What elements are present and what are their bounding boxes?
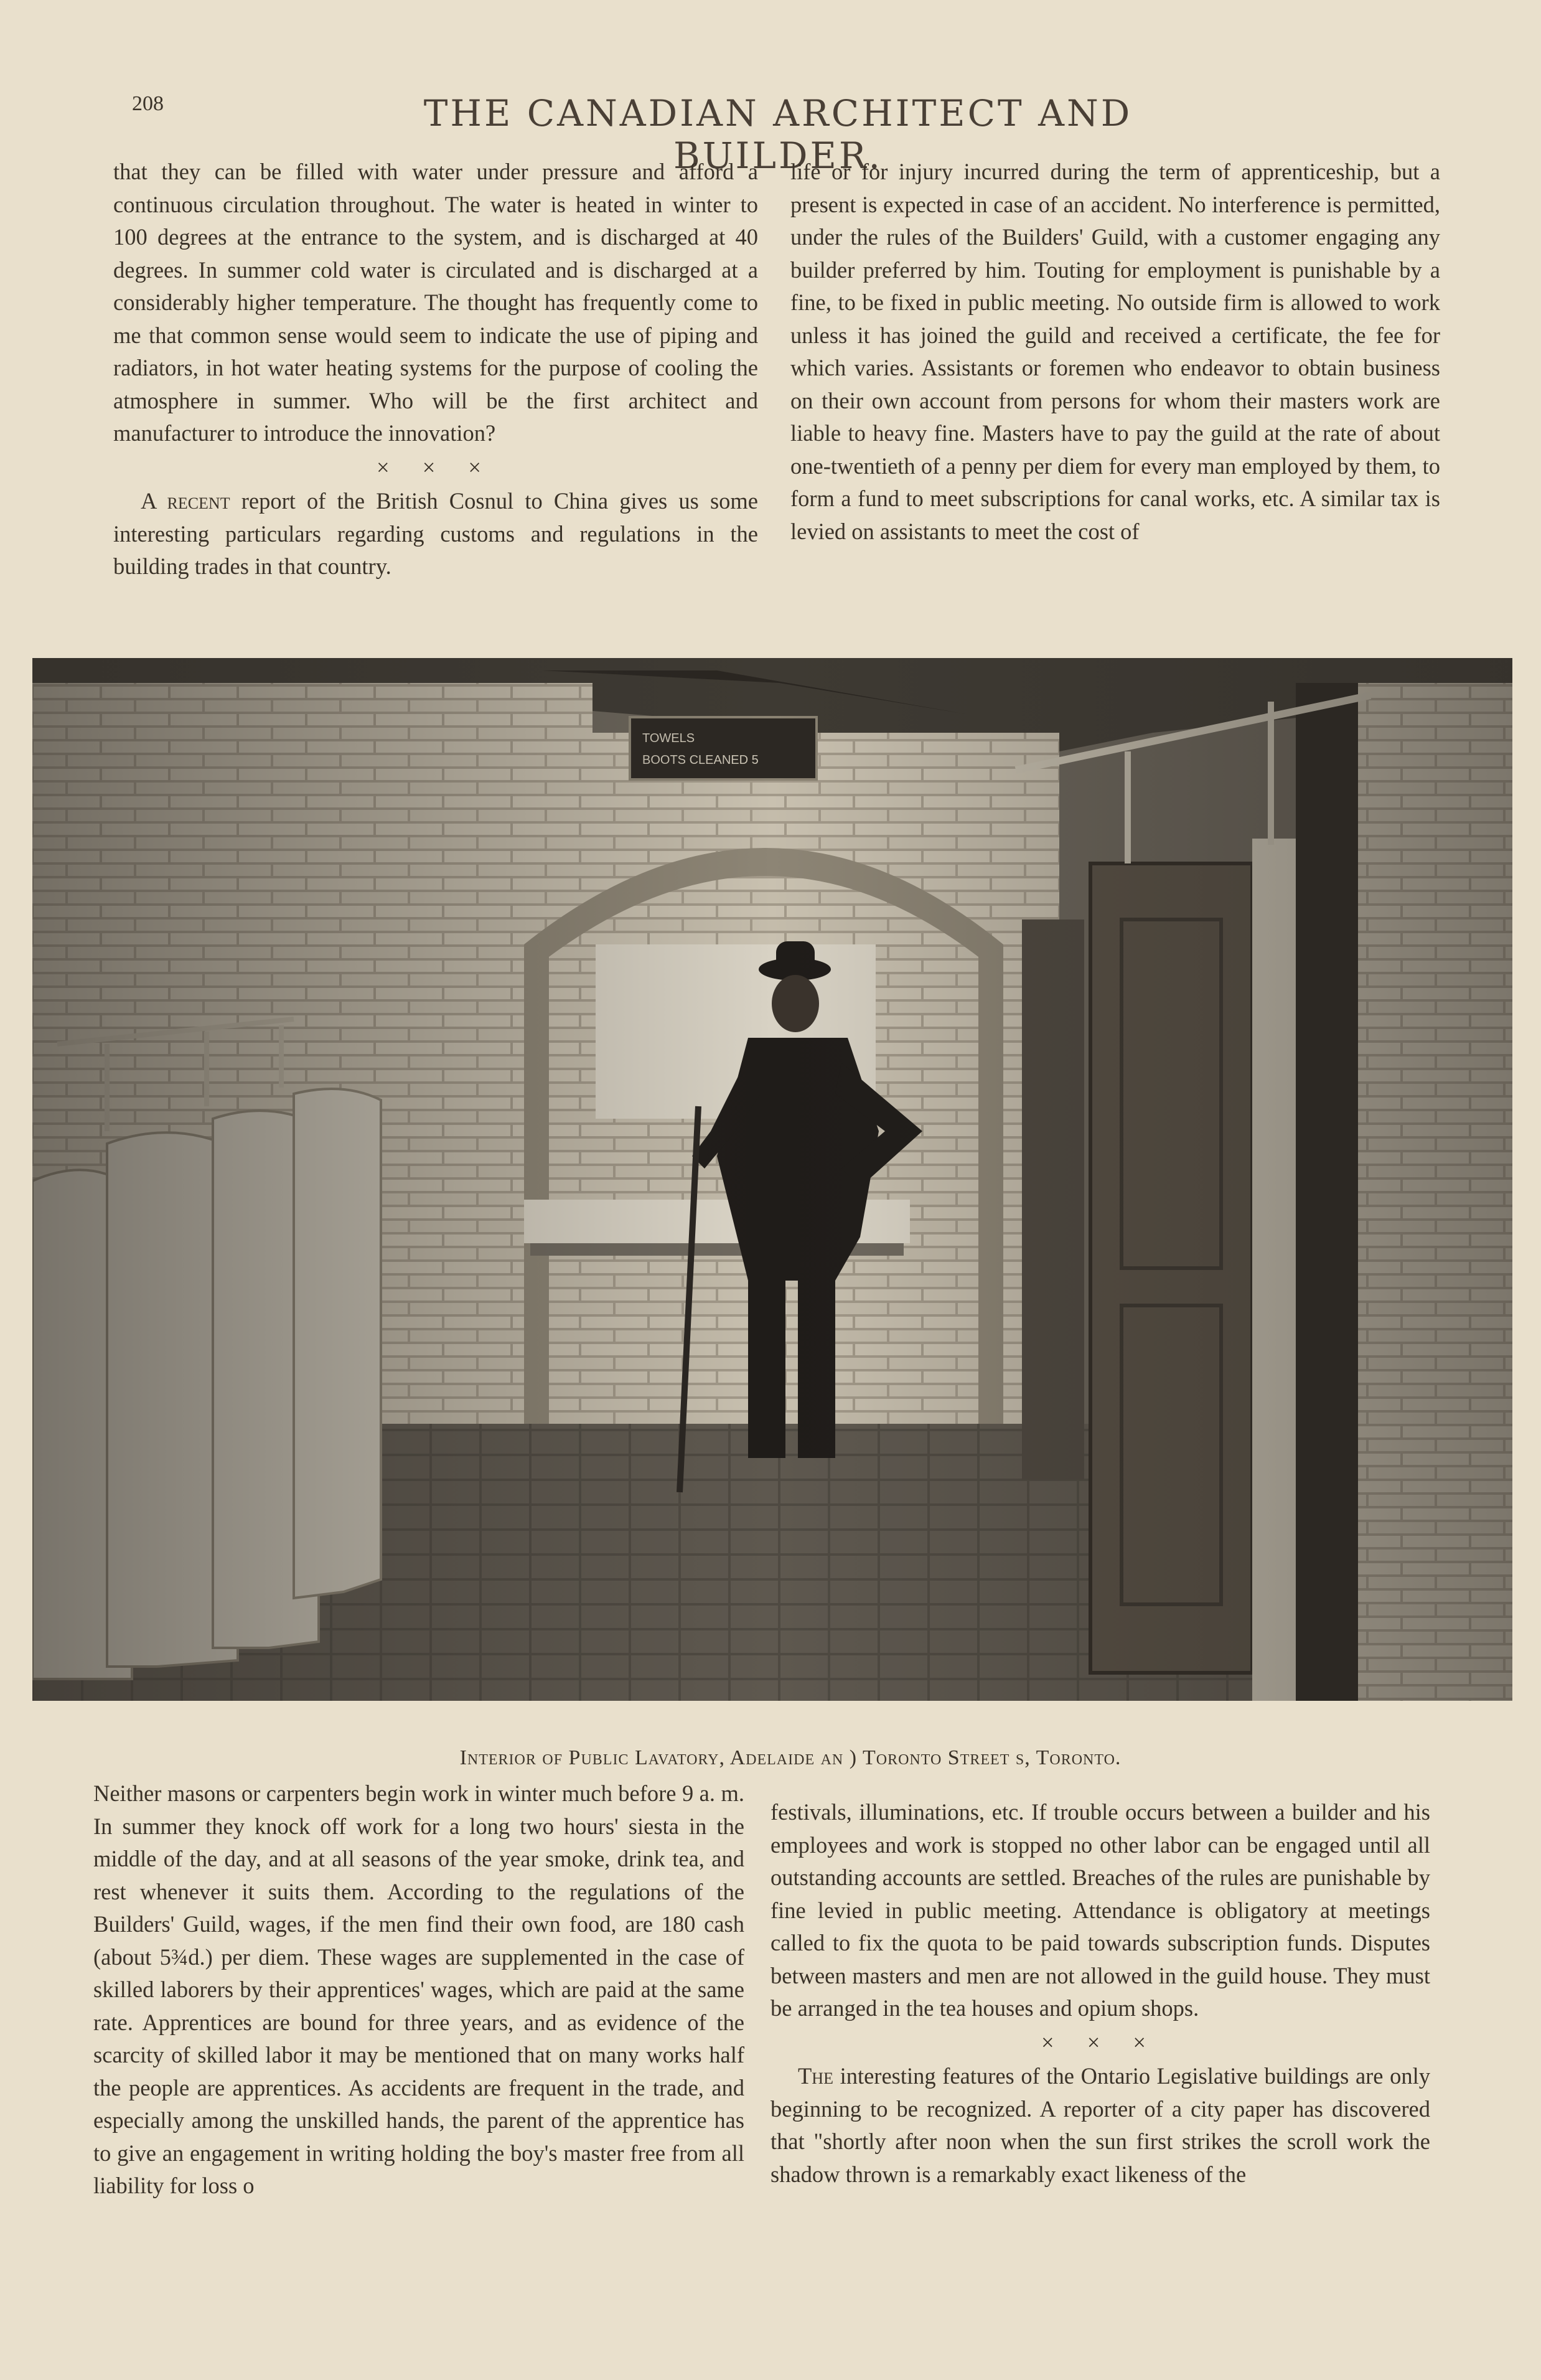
paragraph-lead: A recent	[141, 488, 230, 514]
section-separator: × × ×	[376, 454, 495, 480]
paragraph	[770, 2060, 1430, 2191]
photo-illustration	[32, 658, 1512, 1701]
column-top-left	[113, 156, 758, 583]
paragraph: that they can be filled with water under pressure and afford a continuous circulation throughout. The water is heated in winter to 100 degrees at the entrance to the system, and is discharged at 40 degrees. In summer cold water is circulated and is discharged at a considerably higher temperature. The thought has frequently come to me that common sense would seem to indicate the use of piping and radiators, in hot water heating systems for the purpose of cooling the atmosphere in summer. Who will be the first architect and manufacturer to introduce the innovation?	[113, 159, 758, 446]
running-head: THE CANADIAN ARCHITECT AND BUILDER.	[423, 92, 1133, 177]
section-separator: × × ×	[1041, 2029, 1159, 2055]
paragraph-body: interesting features of the Ontario Legislative buildings are only beginning to be recognized. A reporter of a city paper has discovered that "shortly after noon when the sun first strikes the scroll work the shadow thrown is a remarkably exact likeness of the	[770, 2063, 1430, 2187]
lavatory-photograph	[32, 658, 1512, 1701]
page-number: 208	[132, 92, 164, 115]
column-top-right	[790, 156, 1440, 548]
paragraph	[113, 485, 758, 583]
column-bottom-right	[770, 1796, 1430, 2191]
paragraph: life or for injury incurred during the term of apprenticeship, but a present is expected in case of an accident. No interference is permitted, under the rules of the Builders' Guild, with a customer engaging any builder preferred by him. Touting for employment is punishable by a fine, to be fixed in public meeting. No outside firm is allowed to work unless it has joined the guild and received a certificate, the fee for which varies. Assistants or foremen who endeavor to obtain business on their own account from persons for whom their masters work are liable to heavy fine. Masters have to pay the guild at the rate of about one-twentieth of a penny per diem for every man employed by them, to form a fund to meet subscriptions for canal works, etc. A similar tax is levied on assistants to meet the cost of	[790, 159, 1440, 544]
paragraph: Neither masons or carpenters begin work in winter much before 9 a. m. In summer they knock off work for a long two hours' siesta in the middle of the day, and at all seasons of the year smoke, drink tea, and rest whenever it suits them. According to the regulations of the Builders' Guild, wages, if the men find their own food, are 180 cash (about 5¾d.) per diem. These wages are supplemented in the case of skilled laborers by their apprentices' wages, which are paid at the same rate. Apprentices are bound for three years, and as evidence of the scarcity of skilled labor it may be mentioned that on many works half the people are apprentices. As accidents are frequent in the trade, and especially among the unskilled hands, the parent of the apprentice has to give an engagement in writing holding the boy's master free from all liability for loss o	[93, 1780, 744, 2198]
paragraph-lead: The	[798, 2063, 833, 2089]
photo-caption: Interior of Public Lavatory, Adelaide an ) Toronto Street s, Toronto.	[459, 1746, 1122, 1769]
paragraph-body: report of the British Cosnul to China gives us some interesting particulars regarding customs and regulations in the building trades in that country.	[113, 488, 759, 579]
paragraph: festivals, illuminations, etc. If trouble occurs between a builder and his employees and work is stopped no other labor can be engaged until all outstanding accounts are settled. Breaches of the rules are punishable by fine levied in public meeting. Attendance is obligatory at meetings called to fix the quota to be paid towards subscription funds. Disputes between masters and men are not allowed in the guild house. They must be arranged in the tea houses and opium shops.	[770, 1799, 1430, 2021]
column-bottom-left	[93, 1777, 744, 2203]
